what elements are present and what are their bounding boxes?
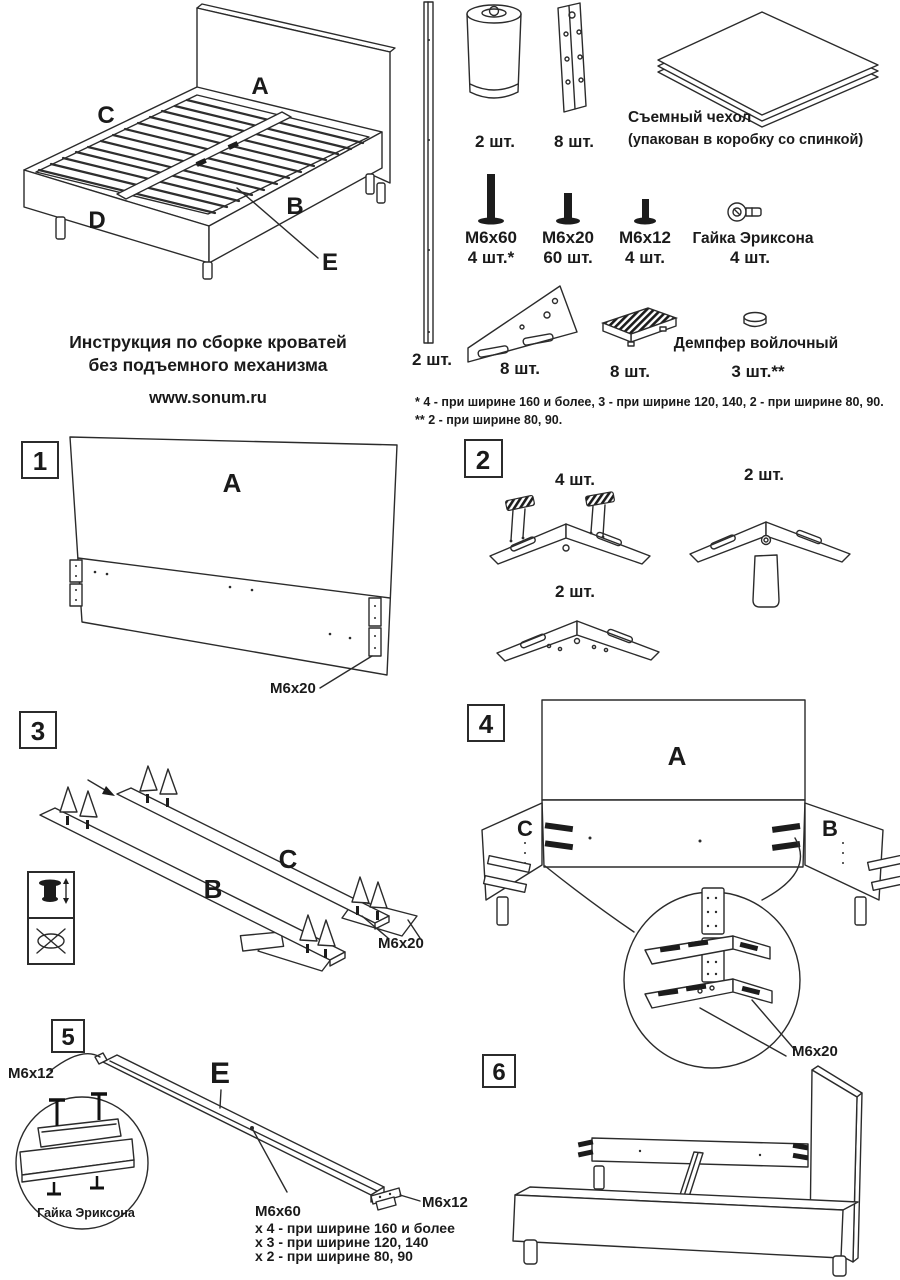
step-6 [483, 1055, 862, 1276]
part-side-rail-qty: 2 шт. [412, 350, 452, 369]
part-screw-m6x60-qty: 4 шт.* [467, 248, 515, 267]
part-side-rail [424, 2, 433, 343]
step5-note-line1: х 4 - при ширине 160 и более [255, 1220, 455, 1236]
part-screw-m6x20-label: M6x20 [542, 228, 594, 247]
part-screw-m6x12-icon [634, 199, 656, 225]
step2-qty-right: 2 шт. [744, 465, 784, 484]
part-big-bracket-icon [468, 286, 577, 362]
part-leg [467, 5, 521, 98]
part-leg-qty: 2 шт. [475, 132, 515, 151]
step-4-number: 4 [478, 709, 494, 739]
step2-plate-with-leg [690, 522, 850, 607]
part-screw-m6x60-label: M6x60 [465, 228, 517, 247]
step4-fastener-label: M6x20 [792, 1043, 838, 1060]
step-3-number: 3 [30, 716, 46, 746]
part-felt-damper-qty: 3 шт.** [731, 362, 785, 381]
step1-fastener-label: M6x20 [270, 680, 316, 697]
part-screw-m6x12-label: M6x12 [619, 228, 671, 247]
overview-label-e: E [321, 249, 339, 276]
step5-note-line2: х 3 - при ширине 120, 140 [255, 1234, 429, 1250]
step-1-number: 1 [32, 446, 48, 476]
step-2-number: 2 [475, 445, 491, 475]
step2-plate-with-dampers [490, 492, 650, 564]
part-felt-damper-label: Демпфер войлочный [673, 335, 839, 352]
step5-fastener-right: M6x12 [422, 1194, 468, 1211]
overview-label-d: D [88, 207, 106, 234]
step3-label-b: B [203, 874, 223, 904]
step2-qty-top: 4 шт. [555, 470, 595, 489]
step3-legend [28, 872, 74, 964]
step5-label-e: E [209, 1057, 231, 1090]
step-5 [8, 1020, 468, 1264]
overview-label-a: A [251, 73, 269, 100]
step4-label-b: B [822, 816, 838, 841]
part-corner-bracket [558, 3, 586, 112]
part-damper-pad-qty: 8 шт. [610, 362, 650, 381]
step3-fastener-label: M6x20 [378, 935, 424, 952]
overview-bed-diagram [24, 4, 395, 279]
title-block [69, 332, 347, 407]
footnote-2: ** 2 - при ширине 80, 90. [415, 413, 563, 427]
step5-note-title: M6x60 [255, 1203, 301, 1220]
page-title-line1: Инструкция по сборке кроватей [69, 332, 347, 352]
parts-panel [412, 2, 884, 427]
part-screw-m6x60-icon [478, 174, 504, 225]
part-damper-pad-icon [603, 308, 676, 346]
part-erikson-nut-label: Гайка Эриксона [692, 230, 814, 247]
part-erikson-nut-qty: 4 шт. [730, 248, 770, 267]
overview-label-b: B [286, 193, 304, 220]
step2-plate-plain [497, 621, 659, 661]
step1-label-a: A [222, 468, 242, 498]
step2-qty-bottom: 2 шт. [555, 582, 595, 601]
overview-label-c: C [97, 102, 115, 129]
step4-label-a: A [667, 741, 687, 771]
step3-label-c: C [278, 844, 298, 874]
part-screw-m6x12-qty: 4 шт. [625, 248, 665, 267]
step4-label-c: C [517, 816, 533, 841]
step-2 [465, 440, 850, 661]
part-screw-m6x20-icon [556, 193, 580, 225]
step-6-number: 6 [492, 1059, 506, 1086]
step-5-number: 5 [61, 1024, 75, 1051]
part-screw-m6x20-qty: 60 шт. [543, 248, 593, 267]
part-cover-name: Съемный чехол [628, 109, 752, 126]
step3-rail-c [117, 788, 389, 923]
step5-nut-label: Гайка Эриксона [37, 1206, 135, 1220]
part-felt-damper-icon [744, 313, 766, 327]
part-cover-note: (упакован в коробку со спинкой) [628, 132, 864, 148]
step-1 [22, 437, 397, 697]
part-big-bracket-qty: 8 шт. [500, 359, 540, 378]
page-title-line2: без подъемного механизма [88, 355, 328, 375]
step4-side-b [805, 803, 883, 900]
step5-note-line3: х 2 - при ширине 80, 90 [255, 1248, 413, 1264]
step-3 [20, 712, 424, 971]
website-url: www.sonum.ru [149, 389, 267, 407]
step5-fastener-left: М6х12 [8, 1065, 54, 1082]
step-4 [468, 700, 900, 1068]
part-erikson-nut-icon [728, 203, 761, 221]
part-corner-bracket-qty: 8 шт. [554, 132, 594, 151]
footnote-1: * 4 - при ширине 160 и более, 3 - при ширине 120, 140, 2 - при ширине 80, 90. [415, 395, 884, 409]
